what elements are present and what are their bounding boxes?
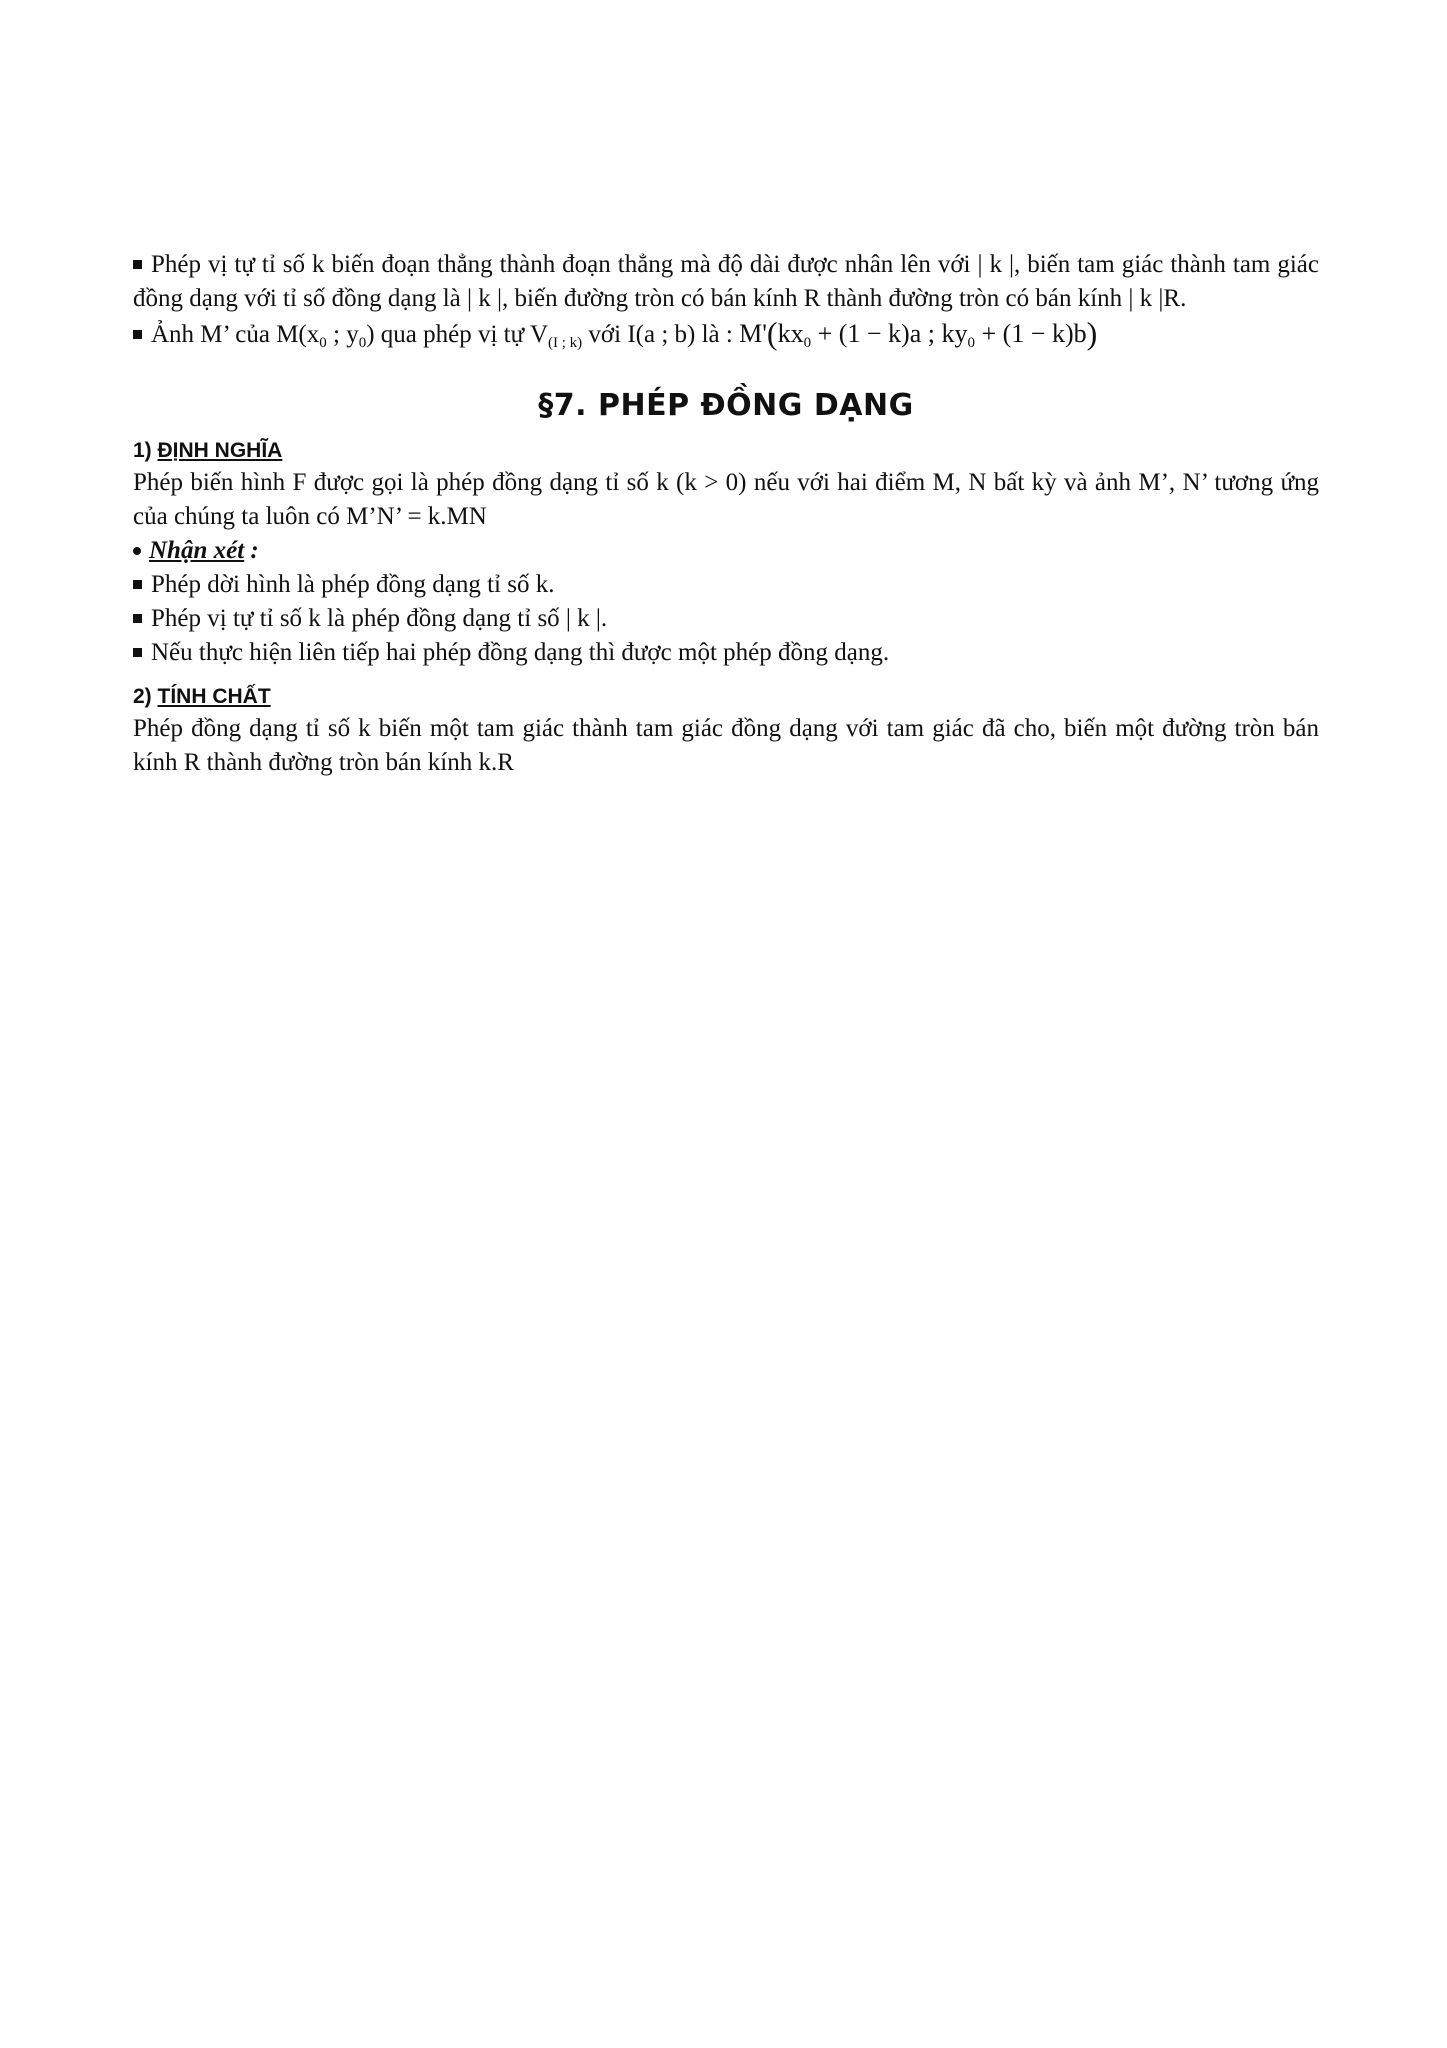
remark-heading: [133, 534, 1319, 568]
square-bullet-icon: [133, 260, 142, 269]
formula-part: + (1 − k)a ; ky: [811, 319, 968, 348]
formula-text: ; y: [326, 321, 359, 348]
square-bullet-icon: [133, 614, 142, 623]
bullet-homothety-properties: [133, 248, 1319, 316]
remark-item: [133, 568, 1319, 602]
remark-label: Nhận xét: [149, 537, 245, 564]
formula-part: kx: [777, 319, 804, 348]
heading-label: TÍNH CHẤT: [157, 685, 271, 708]
property-text: Phép đồng dạng tỉ số k biến một tam giác thành tam giác đồng dạng với tam giác đã cho, biến một đường tròn bán kính R thành đường tròn bán kính k.R: [133, 715, 1319, 776]
section-title: §7. PHÉP ĐỒNG DẠNG: [538, 388, 914, 423]
heading-number: 2): [133, 685, 158, 708]
subscript: 0: [319, 335, 327, 351]
formula-text: với I(a ; b) là :: [582, 321, 740, 348]
heading-number: 1): [133, 439, 158, 462]
formula-paren: ): [1086, 315, 1098, 351]
formula-paren: (: [766, 315, 778, 351]
formula-text: ) qua phép vị tự V: [366, 321, 549, 348]
remark-text: Phép dời hình là phép đồng dạng tỉ số k.: [151, 571, 555, 598]
subscript: 0: [967, 335, 975, 351]
square-bullet-icon: [133, 330, 142, 339]
square-bullet-icon: [133, 580, 142, 589]
definition-text: Phép biến hình F được gọi là phép đồng dạng tỉ số k (k > 0) nếu với hai điểm M, N bất kỳ và ảnh M’, N’ tương ứng của chúng ta luôn có M’N’ = k.MN: [133, 469, 1319, 530]
heading-label: ĐỊNH NGHĨA: [157, 439, 283, 462]
formula-text: Ảnh M’ của M(x: [151, 321, 320, 348]
bullet-image-formula: [133, 316, 1319, 352]
square-bullet-icon: [133, 648, 142, 657]
round-bullet-icon: [133, 547, 141, 555]
formula-part: M': [739, 319, 767, 348]
definition-heading: [133, 436, 1319, 466]
remark-item: [133, 602, 1319, 636]
image-point-formula: [739, 315, 1098, 351]
subscript: (I ; k): [548, 335, 583, 351]
property-heading: [133, 682, 1319, 712]
formula-part: + (1 − k)b: [974, 319, 1087, 348]
subscript: 0: [358, 335, 367, 351]
subscript: 0: [803, 335, 812, 351]
remark-text: Nếu thực hiện liên tiếp hai phép đồng dạng thì được một phép đồng dạng.: [151, 639, 890, 666]
spacer: [133, 670, 1319, 682]
remark-text: Phép vị tự tỉ số k là phép đồng dạng tỉ số | k |.: [151, 605, 608, 632]
remark-colon: :: [244, 537, 259, 564]
bullet-text: Phép vị tự tỉ số k biến đoạn thẳng thành đoạn thẳng mà độ dài được nhân lên với | k |, biến tam giác thành tam giác đồng dạng với tỉ số đồng dạng là | k |, biến đường tròn có bán kính R thành đường tròn có bán kính | k |R.: [133, 251, 1319, 312]
remark-item: [133, 636, 1319, 670]
document-page: [133, 248, 1319, 780]
